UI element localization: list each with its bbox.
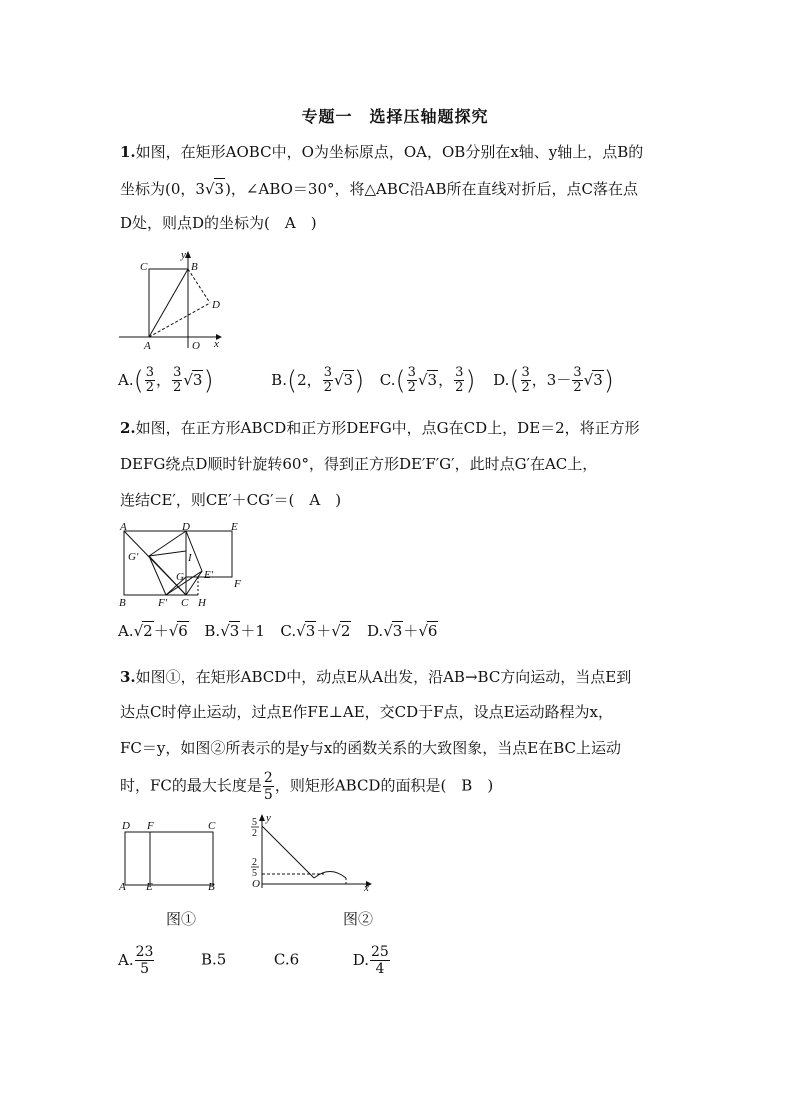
q1-option-c[interactable]: C.( $\frac{3}{2}$ √3， $\frac{3}{2}$ ) [379, 365, 476, 396]
page-title: 专题一 选择压轴题探究 [301, 107, 489, 126]
label-B: B [208, 881, 215, 893]
q2-line3: 连结CE′，则CE′＋CG′＝( A ) [120, 491, 342, 509]
label-O: O [252, 878, 260, 890]
label-x: x [364, 882, 369, 894]
q2-options [118, 620, 438, 641]
q3-options [118, 944, 391, 977]
label-x: x [214, 338, 219, 350]
label-5-top: 5 [252, 817, 257, 828]
caption-figure-1: 图① [166, 910, 197, 928]
q2-option-d[interactable]: D.√3＋√6 [366, 622, 438, 640]
label-B: B [119, 597, 126, 609]
q3-text1: 如图①，在矩形ABCD中，动点E从A出发，沿AB→BC方向运动，当点E到 [135, 668, 632, 686]
label-E-prime: E′ [204, 569, 214, 581]
q2-line2: DEFG绕点D顺时针旋转60°，得到正方形DE′F′G′，此时点G′在AC上， [120, 455, 598, 473]
label-D: D [212, 299, 220, 311]
label-O: O [192, 340, 200, 352]
q2-text1: 如图，在正方形ABCD和正方形DEFG中，点G在CD上，DE＝2，将正方形 [135, 419, 640, 437]
q1-text1: 如图，在矩形AOBC中，O为坐标原点，OA，OB分别在x轴、y轴上，点B的 [135, 143, 644, 161]
q3-line3: FC＝y，如图②所表示的是y与x的函数关系的大致图象，当点E在BC上运动 [120, 739, 622, 757]
label-H: H [198, 597, 206, 609]
q2-option-b[interactable]: B.√3＋1 [204, 622, 265, 640]
q1-line1 [120, 142, 680, 162]
q1-option-b[interactable]: B.(2， $\frac{3}{2}$ √3) [271, 365, 365, 396]
q3-option-b[interactable]: B.5 [201, 950, 227, 969]
caption-figure-2: 图② [343, 910, 374, 928]
q3-text4a: 时，FC的最大长度是 [120, 776, 262, 795]
label-y: y [181, 249, 186, 261]
label-C: C [208, 820, 216, 832]
q1-option-a[interactable]: A.( $\frac{3}{2}$ ， $\frac{3}{2}$ √3) [118, 365, 214, 396]
label-F: F [147, 820, 154, 832]
label-E: E [146, 881, 153, 893]
q1-option-d[interactable]: D.( $\frac{3}{2}$ ，3－ $\frac{3}{2}$ √3) [493, 365, 614, 396]
q2-option-a[interactable]: A.√2＋√6 [118, 622, 188, 640]
q3-number: 3. [120, 668, 136, 686]
q3-figure-1 [116, 815, 226, 893]
q1-number: 1. [120, 143, 136, 161]
label-A: A [119, 881, 126, 893]
q3-text4b: ，则矩形ABCD的面积是( B ) [274, 776, 494, 795]
label-E: E [231, 521, 238, 533]
label-I: I [188, 552, 192, 564]
label-G-prime: G′ [128, 551, 139, 563]
label-D: D [182, 521, 190, 533]
label-2-top: 2 [252, 857, 257, 868]
q2-number: 2. [120, 419, 136, 437]
label-G: G [176, 571, 184, 583]
q1-radicand: 3 [214, 180, 225, 198]
label-D: D [122, 820, 130, 832]
label-F-prime: F′ [158, 597, 168, 609]
q1-line2: 坐标为(0，3√3)，∠ABO＝30°，将△ABC沿AB所在直线对折后，点C落在点 [120, 180, 638, 198]
q1-figure [116, 248, 226, 352]
label-A: A [120, 521, 127, 533]
label-F: F [234, 578, 241, 590]
label-C: C [140, 261, 148, 273]
q3-line2: 达点C时停止运动，过点E作FE⊥AE，交CD于F点，设点E运动路程为x， [120, 703, 613, 721]
q1-options [118, 366, 614, 395]
label-B: B [191, 261, 198, 273]
q3-option-a[interactable]: A. $\frac{23}{5}$ [118, 944, 154, 977]
q3-line4: 时，FC的最大长度是 $\frac{2}{5}$ ，则矩形ABCD的面积是( B ) [120, 770, 494, 803]
label-y: y [266, 812, 271, 824]
q1-line3: D处，则点D的坐标为( A ) [120, 214, 317, 232]
q3-line1 [120, 667, 680, 687]
q1-text2a: 坐标为(0，3 [120, 180, 205, 198]
q2-option-c[interactable]: C.√3＋√2 [280, 622, 351, 640]
q3-option-c[interactable]: C.6 [273, 950, 300, 969]
q3-figure-2 [244, 812, 376, 894]
q3-option-d[interactable]: D. $\frac{25}{4}$ [352, 944, 389, 977]
label-2-bottom: 2 [252, 828, 257, 839]
label-C: C [181, 597, 189, 609]
label-A: A [144, 340, 151, 352]
q1-text2b: )，∠ABO＝30°，将△ABC沿AB所在直线对折后，点C落在点 [225, 180, 638, 198]
q2-line1 [120, 418, 680, 438]
label-5-bottom: 5 [252, 868, 257, 879]
q2-figure [114, 518, 250, 610]
